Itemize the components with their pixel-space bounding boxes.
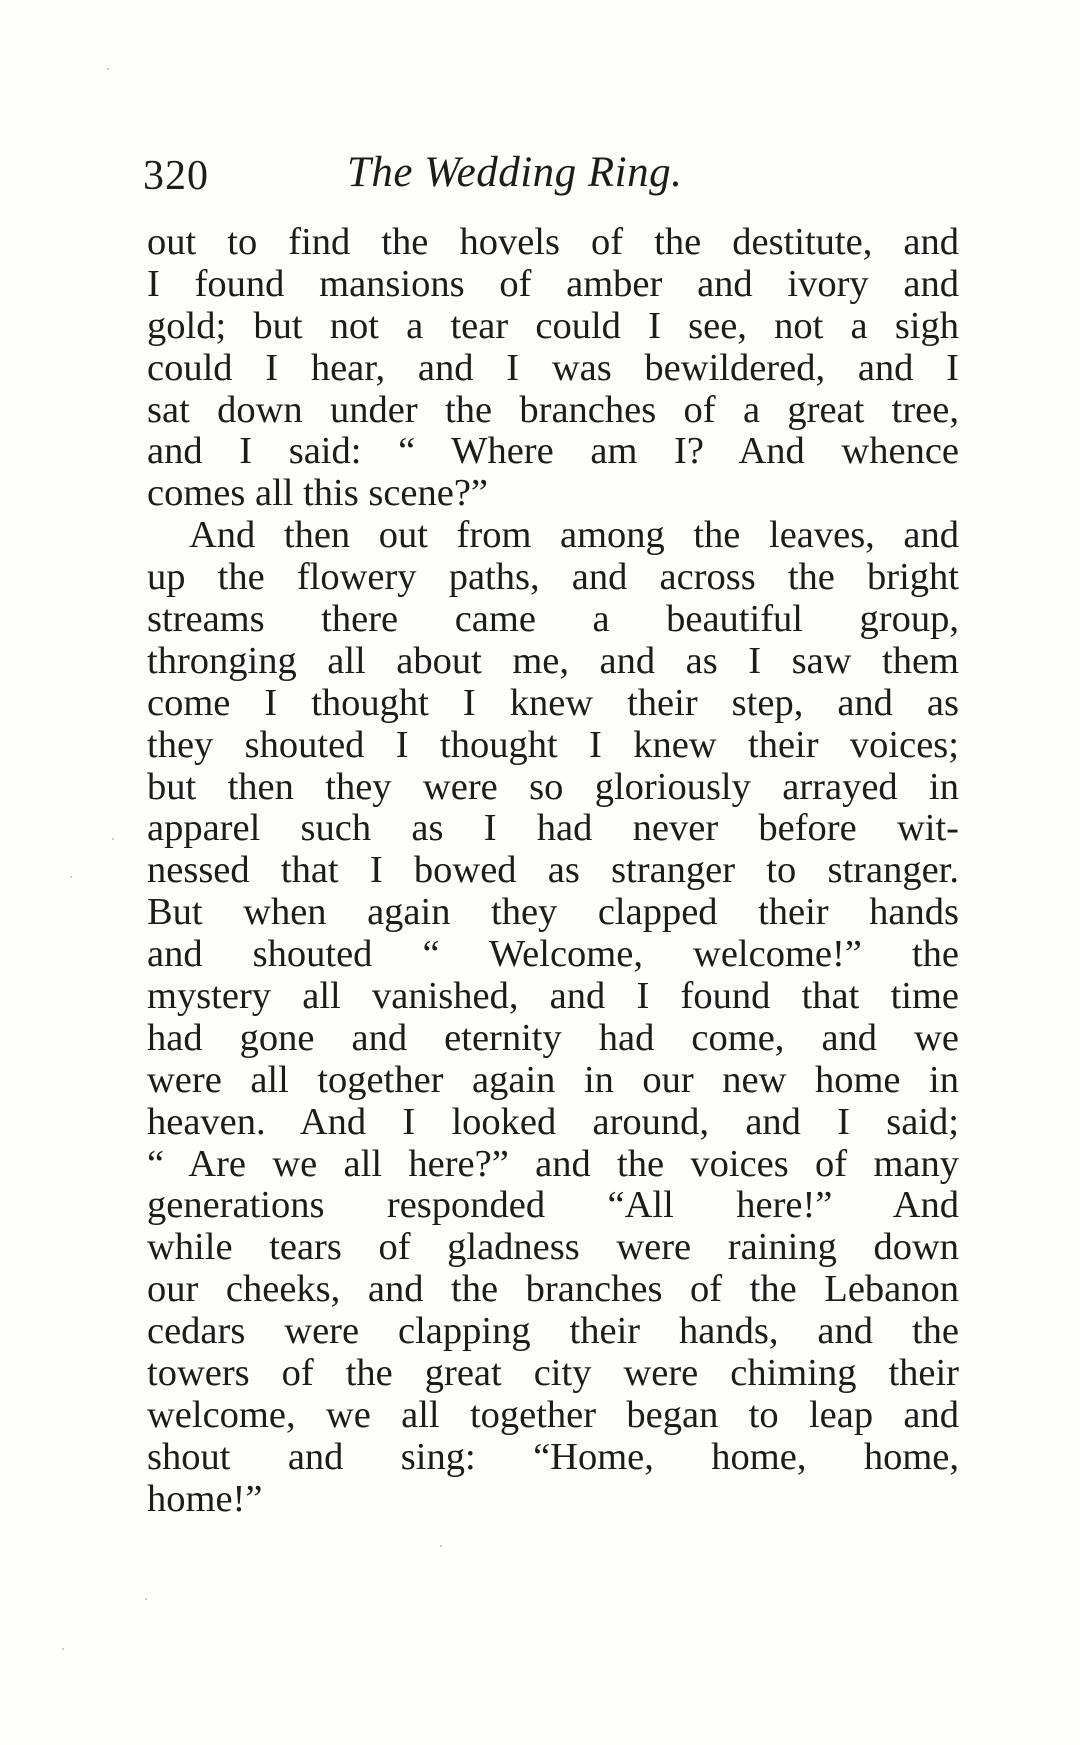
- running-head: [143, 148, 963, 208]
- text-line: I found mansions of amber and ivory and: [147, 262, 959, 305]
- text-line: were all together again in our new home in: [147, 1058, 959, 1101]
- text-line: mystery all vanished, and I found that time: [147, 975, 959, 1018]
- paragraph: [147, 515, 959, 1520]
- text-line: thronging all about me, and as I saw them: [147, 639, 959, 682]
- text-line: generations responded “All here!” And: [147, 1184, 959, 1227]
- text-line: sat down under the branches of a great tree,: [147, 388, 959, 431]
- text-line: But when again they clapped their hands: [147, 891, 959, 934]
- running-title: The Wedding Ring.: [347, 149, 683, 196]
- text-line: and shouted “ Welcome, welcome!” the: [147, 933, 959, 976]
- paragraph: [147, 222, 959, 515]
- text-line: and I said: “ Where am I? And whence: [147, 430, 959, 473]
- paper-speck: [70, 876, 72, 878]
- text-line: “ Are we all here?” and the voices of many: [147, 1142, 959, 1185]
- text-line: apparel such as I had never before wit-: [147, 807, 959, 850]
- text-line: towers of the great city were chiming their: [147, 1352, 959, 1395]
- paper-speck: [145, 1598, 147, 1600]
- paper-speck: [440, 1545, 442, 1547]
- text-line: they shouted I thought I knew their voices;: [147, 723, 959, 766]
- text-line: And then out from among the leaves, and: [189, 514, 959, 557]
- text-line: come I thought I knew their step, and as: [147, 681, 959, 724]
- text-line: had gone and eternity had come, and we: [147, 1016, 959, 1059]
- text-line: welcome, we all together began to leap and: [147, 1393, 959, 1436]
- paper-speck: [107, 68, 109, 70]
- text-line: home!”: [147, 1477, 263, 1520]
- text-line: streams there came a beautiful group,: [147, 598, 959, 641]
- text-line: while tears of gladness were raining down: [147, 1226, 959, 1269]
- text-line: up the flowery paths, and across the bright: [147, 556, 959, 599]
- page-number: 320: [143, 153, 209, 199]
- text-line: out to find the hovels of the destitute, and: [147, 221, 959, 263]
- text-line: cedars were clapping their hands, and the: [147, 1310, 959, 1353]
- text-line: nessed that I bowed as stranger to stranger.: [147, 849, 959, 892]
- text-line: shout and sing: “Home, home, home,: [147, 1435, 959, 1478]
- paper-speck: [112, 838, 114, 840]
- text-line: but then they were so gloriously arrayed in: [147, 765, 959, 808]
- text-line: could I hear, and I was bewildered, and I: [147, 346, 959, 389]
- text-line: gold; but not a tear could I see, not a sigh: [147, 304, 959, 347]
- text-line: comes all this scene?”: [147, 472, 489, 515]
- text-line: heaven. And I looked around, and I said;: [147, 1100, 959, 1143]
- paper-speck: [62, 1648, 64, 1650]
- body-text: [147, 222, 959, 1521]
- text-line: our cheeks, and the branches of the Lebanon: [147, 1268, 959, 1311]
